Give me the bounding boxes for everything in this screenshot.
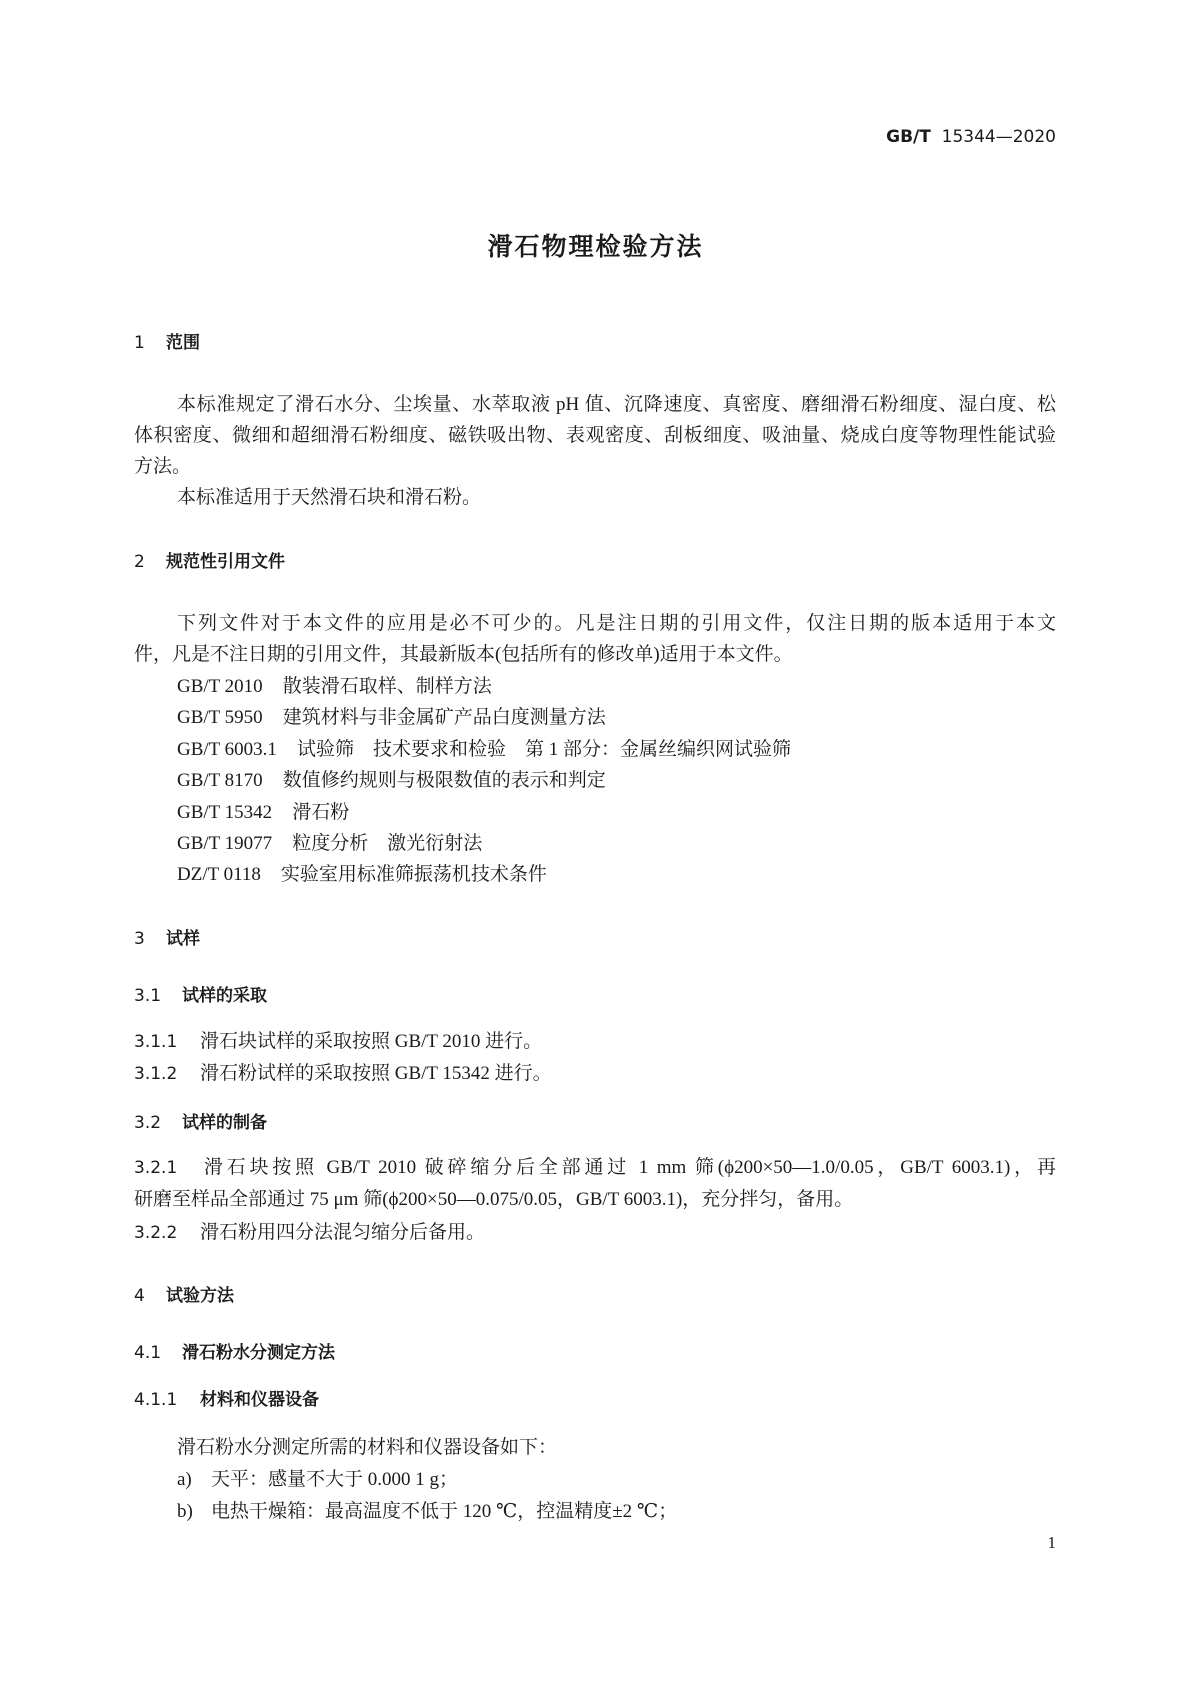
clause-3-2-2: 3.2.2 滑石粉用四分法混匀缩分后备用。: [134, 1222, 486, 1243]
section-3-1-heading: 3.1 试样的采取: [134, 986, 267, 1006]
section-4-1-1-heading: 4.1.1 材料和仪器设备: [134, 1390, 319, 1410]
clause-3-1-1: 3.1.1 滑石块试样的采取按照 GB/T 2010 进行。: [134, 1031, 543, 1052]
section-4-1-heading: 4.1 滑石粉水分测定方法: [134, 1343, 335, 1363]
clause-3-2-1: 3.2.1 滑石块按照 GB/T 2010 破碎缩分后全部通过 1 mm 筛(ϕ200×50—1.0/0.05，GB/T 6003.1)，再: [134, 1157, 1056, 1178]
reference-item: [177, 675, 492, 699]
paragraph: 滑石粉水分测定所需的材料和仪器设备如下：: [177, 1437, 558, 1458]
paragraph: 本标准适用于天然滑石块和滑石粉。: [177, 487, 482, 508]
list-item: b) 电热干燥箱：最高温度不低于 120 ℃，控温精度±2 ℃；: [177, 1501, 678, 1522]
section-1-heading: 1 范围: [134, 333, 200, 353]
paragraph-line: 件，凡是不注日期的引用文件，其最新版本(包括所有的修改单)适用于本文件。: [134, 644, 793, 665]
paragraph-line: 方法。: [134, 456, 192, 477]
clause-3-1-2: 3.1.2 滑石粉试样的采取按照 GB/T 15342 进行。: [134, 1063, 552, 1084]
reference-title: 粒度分析 激光衍射法: [292, 833, 483, 854]
page-number: 1: [1047, 1533, 1056, 1552]
standard-number: GB/T 15344—2020: [886, 127, 1056, 147]
list-item: a) 天平：感量不大于 0.000 1 g；: [177, 1469, 459, 1490]
reference-item: [177, 832, 482, 856]
reference-title: 建筑材料与非金属矿产品白度测量方法: [282, 707, 606, 728]
clause-3-2-1-cont: 研磨至样品全部通过 75 μm 筛(ϕ200×50—0.075/0.05，GB/T 6003.1)，充分拌匀，备用。: [134, 1189, 854, 1210]
reference-item: [177, 706, 606, 730]
section-3-heading: 3 试样: [134, 929, 200, 949]
document-title: 滑石物理检验方法: [487, 232, 704, 261]
reference-title: 数值修约规则与极限数值的表示和判定: [282, 770, 606, 791]
reference-code: GB/T 2010: [177, 676, 263, 697]
reference-item: [177, 738, 791, 762]
reference-title: 试验筛 技术要求和检验 第 1 部分：金属丝编织网试验筛: [296, 739, 791, 760]
paragraph-line: 体积密度、微细和超细滑石粉细度、磁铁吸出物、表观密度、刮板细度、吸油量、烧成白度等物理性能试验: [134, 425, 1056, 446]
reference-item: [177, 769, 606, 793]
reference-item: [177, 863, 547, 887]
reference-code: GB/T 5950: [177, 707, 263, 728]
reference-code: GB/T 19077: [177, 833, 273, 854]
section-2-heading: 2 规范性引用文件: [134, 552, 285, 572]
reference-title: 滑石粉: [292, 802, 350, 823]
reference-title: 散装滑石取样、制样方法: [282, 676, 492, 697]
reference-title: 实验室用标准筛振荡机技术条件: [280, 864, 547, 885]
reference-item: [177, 801, 349, 825]
section-3-2-heading: 3.2 试样的制备: [134, 1113, 267, 1133]
reference-code: DZ/T 0118: [177, 864, 261, 885]
reference-code: GB/T 8170: [177, 770, 263, 791]
reference-code: GB/T 15342: [177, 802, 273, 823]
reference-code: GB/T 6003.1: [177, 739, 277, 760]
paragraph-line: 下列文件对于本文件的应用是必不可少的。凡是注日期的引用文件，仅注日期的版本适用于本文: [177, 613, 1056, 634]
section-4-heading: 4 试验方法: [134, 1286, 234, 1306]
paragraph-line: 本标准规定了滑石水分、尘埃量、水萃取液 pH 值、沉降速度、真密度、磨细滑石粉细度、湿白度、松: [177, 394, 1056, 415]
